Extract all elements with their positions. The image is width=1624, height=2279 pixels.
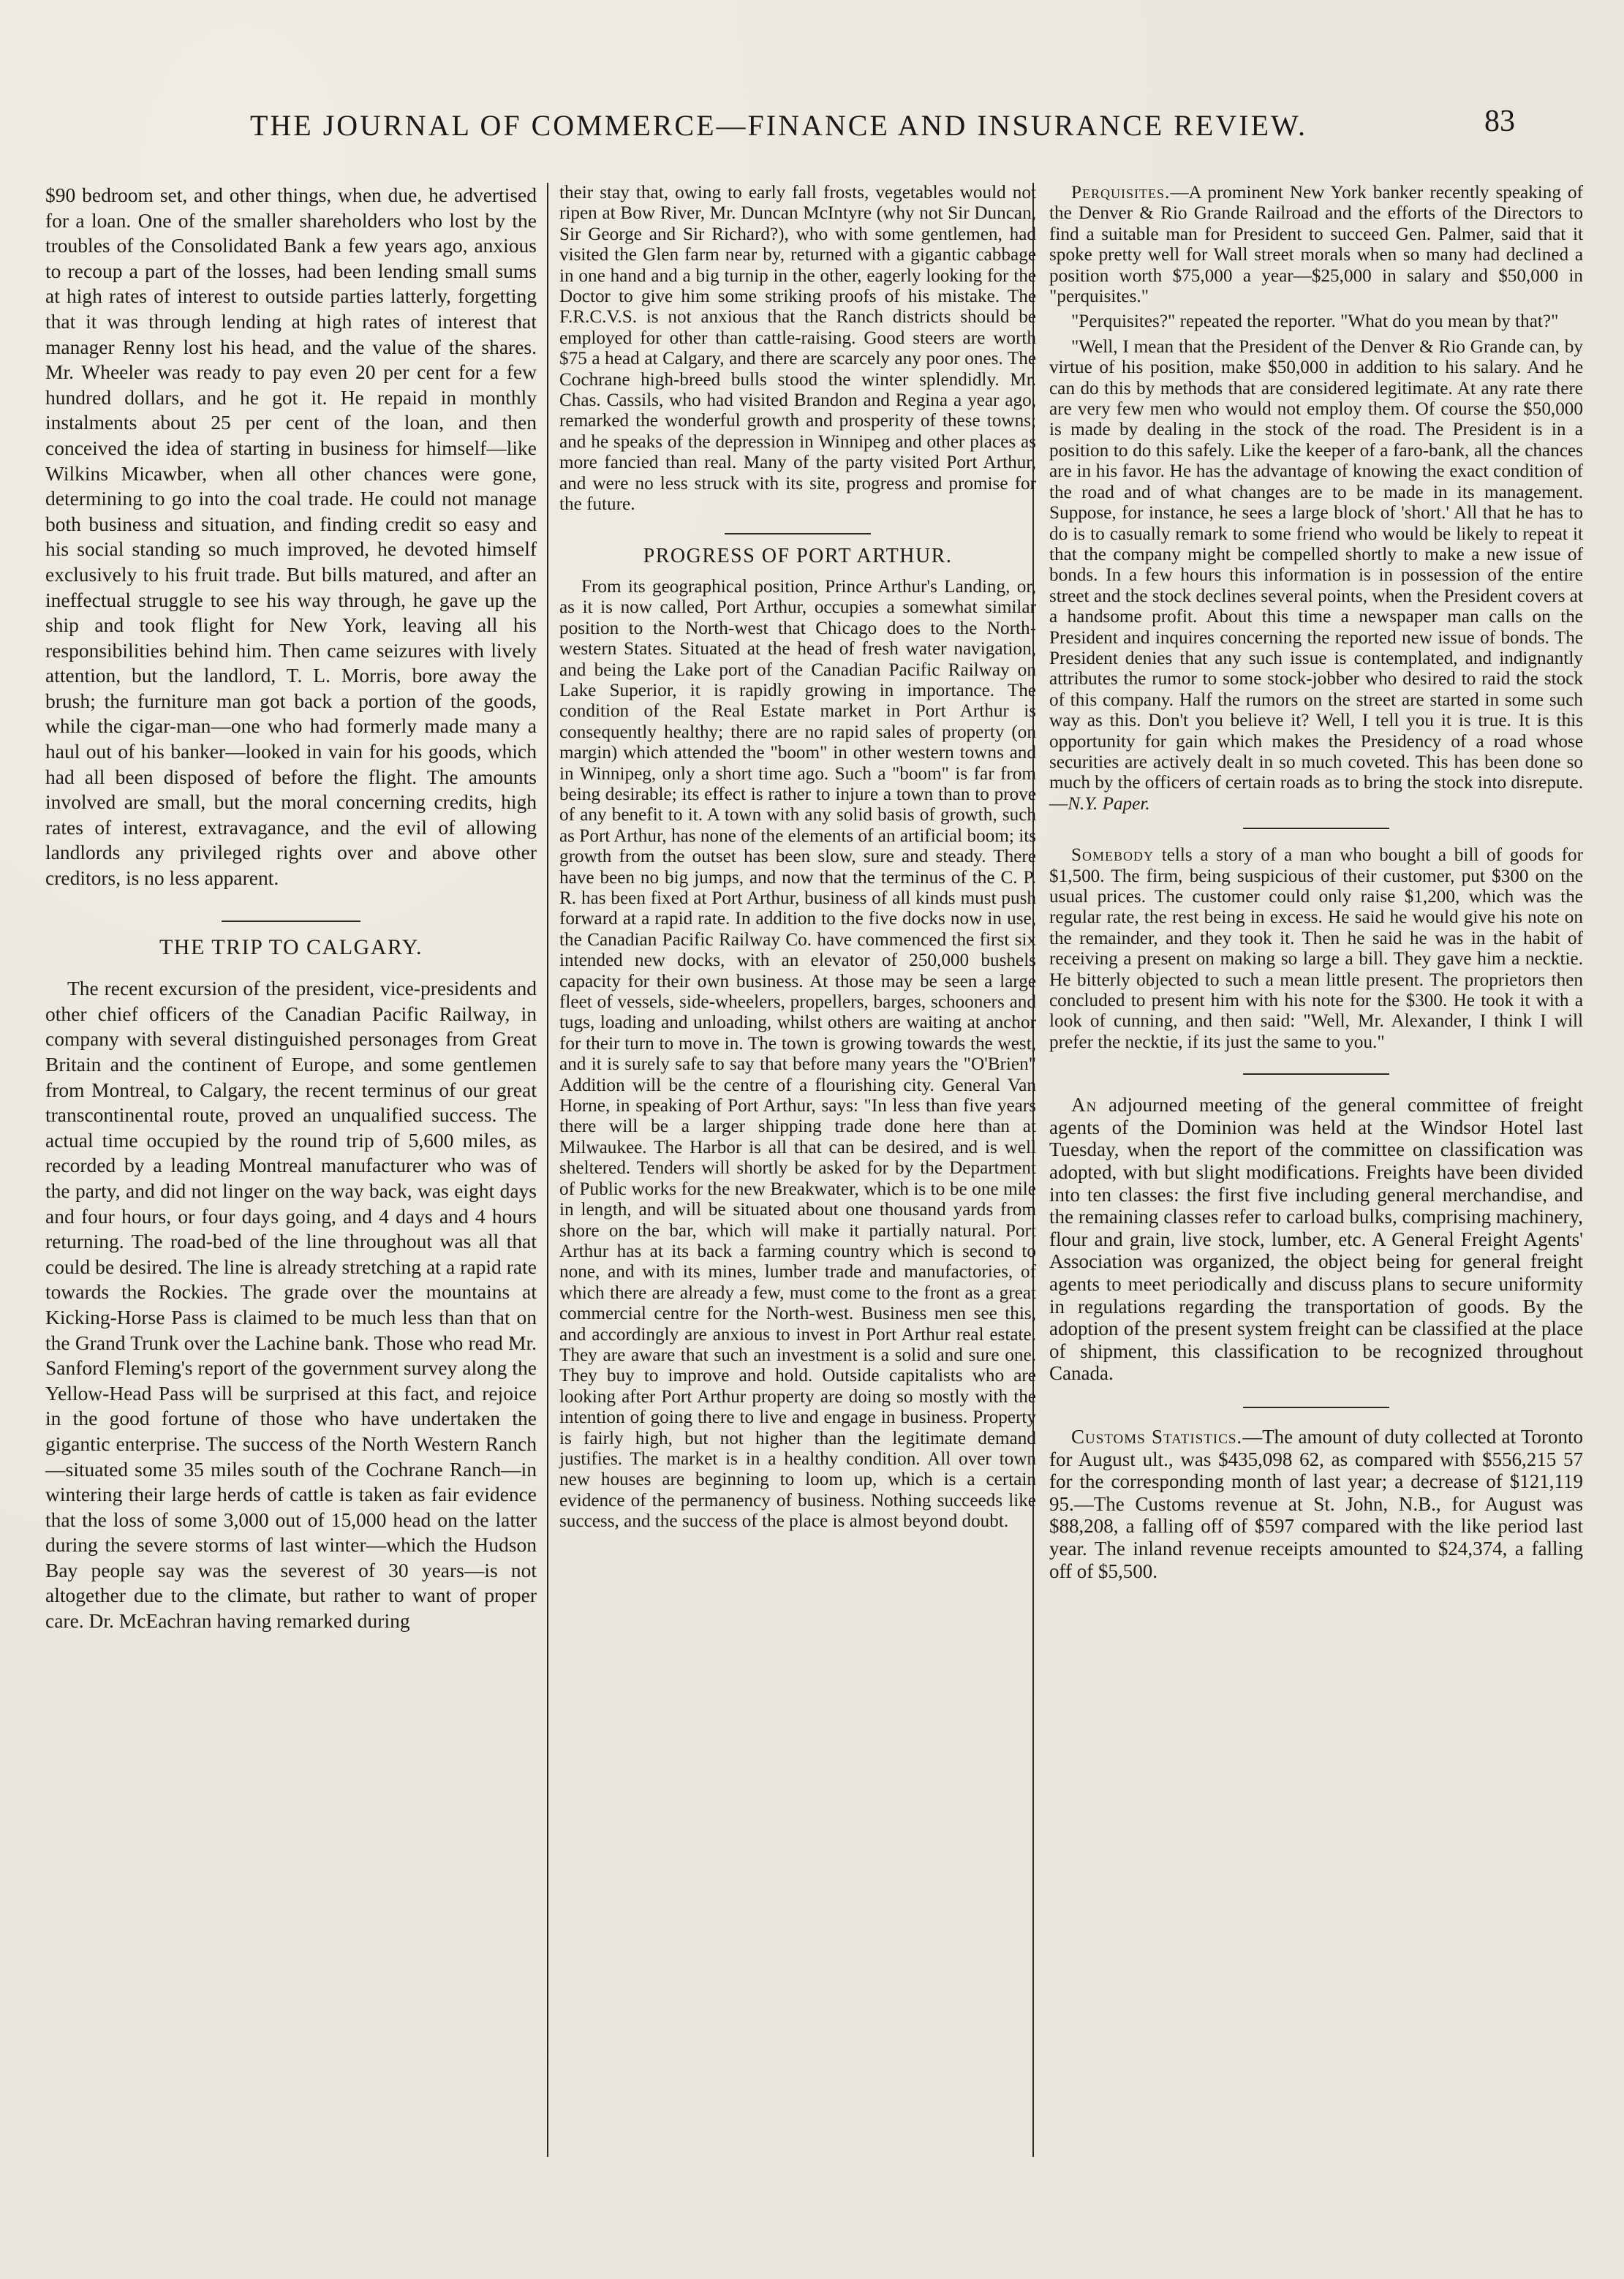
section-rule bbox=[1243, 828, 1389, 829]
item-perquisites bbox=[1049, 183, 1583, 307]
item-customs-lead: Customs Statistics. bbox=[1071, 1425, 1243, 1448]
item-customs-statistics bbox=[1049, 1426, 1583, 1582]
item-necktie-story bbox=[1049, 845, 1583, 1053]
heading-trip-to-calgary: THE TRIP TO CALGARY. bbox=[159, 934, 423, 959]
heading-progress-of-port-arthur: PROGRESS OF PORT ARTHUR. bbox=[643, 544, 953, 567]
column-divider-left bbox=[547, 183, 548, 2157]
item-perquisites-reply bbox=[1049, 337, 1583, 815]
section-rule bbox=[1243, 1073, 1389, 1075]
masthead-title: THE JOURNAL OF COMMERCE—FINANCE AND INSURANCE REVIEW. bbox=[249, 109, 1308, 142]
item-necktie-lead: Somebody bbox=[1071, 845, 1155, 866]
item-perquisites-source: N.Y. Paper. bbox=[1068, 793, 1150, 814]
section-rule bbox=[725, 533, 871, 534]
item-perquisites-dialogue: "Perquisites?" repeated the reporter. "What do you mean by that?" bbox=[1071, 311, 1559, 332]
column-1 bbox=[45, 183, 537, 1639]
item-customs-text: —The amount of duty collected at Toronto for August ult., was $435,098 62, as compared with $556,215 57 for the corresponding month of last year; a decrease of $121,119 95.—The Customs revenue at St. John, N.B., for August was $88,208, a falling off of $597 compared with the like period last year. The inland revenue receipts amounted to $24,374, a falling off of $5,500. bbox=[1049, 1425, 1583, 1582]
item-meeting-text: adjourned meeting of the general committee of freight agents of the Dominion was held at the Windsor Hotel last Tuesday, when the report of the committee on classification was adopted, with but slight modifications. Freights have been divided into ten classes: the first five including general merchandise, and the remaining classes refer to carload bulks, comprising machinery, flour and grain, live stock, lumber, etc. A General Freight Agents' Association was organized, the object being for general freight agents to meet periodically and discuss plans to secure uniformity in regulations regarding the transportation of goods. By the adoption of the present system freight can be classified at the place of shipment, this classification to be recognized throughout Canada. bbox=[1049, 1094, 1583, 1385]
column-2 bbox=[559, 183, 1036, 1537]
article-continuation-credit-story: $90 bedroom set, and other things, when due, he advertised for a loan. One of the smaller shareholders who lost by the troubles of the Consolidated Bank a few years ago, anxious to recoup a part of the losses, had been lending small sums at high rates of interest to outside parties latterly, forgetting that it was through lending at high rates of interest that manager Renny lost his head, and the value of the shares. Mr. Wheeler was ready to pay even 20 per cent for a few hundred dollars, and he got it. He repaid in monthly instalments about 25 per cent of the loan, and then conceived the idea of starting in business for himself—like Wilkins Micawber, when all other chances were gone, determining to go into the coal trade. He could not manage both business and situation, and finding credit so easy and his social standing so much improved, he devoted himself exclusively to his fruit trade. But bills matured, and after an ineffectual struggle to see his way through, he gave up the ship and took flight for New York, leaving all his responsibilities behind him. Then came seizures with lively attention, but the landlord, T. L. Morris, bore away the brush; the furniture man got back a portion of the goods, while the cigar-man—one who had formerly made many a haul out of his banker—looked in vain for his goods, which had all been disposed of before the flight. The amounts involved are small, but the moral concerning credits, high rates of interest, extravagance, and the evil of allowing landlords any privileged rights over and above other creditors, is no less apparent. bbox=[45, 184, 537, 890]
article-progress-of-port-arthur: From its geographical position, Prince Arthur's Landing, or, as it is now called, Port Arthur, occupies a somewhat similar position to the North-west that Chicago does to the North-western States. Situated at the head of fresh water navigation, and being the Lake port of the Canadian Pacific Railway on Lake Superior, it is rapidly growing in importance. The condition of the Real Estate market in Port Arthur is consequently healthy; there are no rapid sales of property (on margin) which attended the "boom" in other western towns and in Winnipeg, only a short time ago. Such a "boom" is far from being desirable; its effect is rather to injure a town than to prove of any benefit to it. A town with any solid basis of growth, such as Port Arthur, has none of the elements of an artificial boom; its growth from the outset has been slow, sure and steady. There have been no big jumps, and now that the terminus of the C. P. R. has been fixed at Port Arthur, business of all kinds must push forward at a rapid rate. In addition to the five docks now in use, the Canadian Pacific Railway Co. have commenced the first six intended new docks, with an elevator of 250,000 bushels capacity for their own business. At those may be seen a large fleet of vessels, side-wheelers, propellers, barges, schooners and tugs, loading and unloading, whilst others are waiting at anchor for their turn to move in. The town is growing towards the west, and it is surely safe to say that before many years the "O'Brien" Addition will be the centre of a flourishing city. General Van Horne, in speaking of Port Arthur, says: "In less than five years there will be a larger shipping trade done here than at Milwaukee. The Harbor is all that can be desired, and is well sheltered. Tenders will shortly be asked for by the Department of Public works for the new Breakwater, which is to be one mile in length, and will be situated about one thousand yards from shore on the bar, which will make it partially natural. Port Arthur has at its back a farming country which is second to none, and with its mines, lumber trade and manufactories, of which there are already a few, must come to the front as a great commercial centre for the North-west. Business men see this, and accordingly are anxious to invest in Port Arthur real estate. They are aware that such an investment is a solid and sure one. They buy to improve and hold. Outside capitalists who are looking after Port Arthur property are doing so mostly with the intention of going there to live and engage in business. Property is fairly high, but not higher than the legitimate demand justifies. The market is in a healthy condition. All over town new houses are beginning to loom up, which is a certain evidence of the permanency of business. Nothing succeeds like success, and the success of the place is almost beyond doubt. bbox=[559, 576, 1036, 1532]
page-number: 83 bbox=[1484, 105, 1515, 138]
item-perquisites-text: —A prominent New York banker recently speaking of the Denver & Rio Grande Railroad and the efforts of the Directors to find a suitable man for President to succeed Gen. Palmer, said that it spoke pretty well for Wall street morals when so many had declined a position worth $75,000 a year—$25,000 in salary and $50,000 in "perquisites." bbox=[1049, 183, 1583, 307]
section-rule bbox=[1243, 1407, 1389, 1408]
article-trip-to-calgary: The recent excursion of the president, vice-presidents and other chief officers of the Canadian Pacific Railway, in company with several distinguished personages from Great Britain and the continent of Europe, and some gentlemen from Montreal, to Calgary, the recent terminus of our great transcontinental route, proved an unqualified success. The actual time occupied by the round trip of 5,600 miles, as recorded by a leading Montreal manufacturer who was of the party, and did not linger on the way back, was eight days and four hours, or four days going, and 4 days and 4 hours returning. The road-bed of the line throughout was all that could be desired. The line is already stretching at a rapid rate towards the Rockies. The grade over the mountains at Kicking-Horse Pass is claimed to be much less than that on the Grand Trunk over the Lachine bank. Those who read Mr. Sanford Fleming's report of the government survey along the Yellow-Head Pass will be surprised at this fact, and rejoice in the good fortune of those who have undertaken the gigantic enterprise. The success of the North Western Ranch—situated some 35 miles south of the Cochrane Ranch—in wintering their large herds of cattle is taken as fair evidence that the loss of some 3,000 out of 15,000 head on the latter during the severe storms of last winter—which the Hudson Bay people say was the severest of 30 years—is not altogether due to the climate, but rather to want of proper care. Dr. McEachran having remarked during bbox=[45, 977, 537, 1633]
section-rule bbox=[222, 921, 360, 922]
item-perquisites-lead: Perquisites. bbox=[1071, 183, 1171, 203]
item-freight-agents-meeting bbox=[1049, 1094, 1583, 1385]
item-necktie-text: tells a story of a man who bought a bill of goods for $1,500. The firm, being suspicious of their customer, put $300 on the usual prices. The customer could only raise $1,200, which was the regular rate, the rest being in excess. He said he would give his note on the remainder, and they took it. Then he said he was in the habit of receiving a present on making so large a bill. They gave him a necktie. He bitterly objected to such a mean little present. The proprietors then concluded to present him with his note for the $300. He took it with a look of cunning, and then said: "Well, Mr. Alexander, I think I will prefer the necktie, if its just the same to you." bbox=[1049, 845, 1583, 1052]
item-meeting-lead: An bbox=[1071, 1094, 1098, 1116]
column-3 bbox=[1049, 183, 1583, 1587]
article-continuation-calgary: their stay that, owing to early fall frosts, vegetables would not ripen at Bow River, Mr. Duncan McIntyre (why not Sir Duncan, Sir George and Sir Richard?), who with some gentlemen, had visited the Glen farm near by, returned with a gigantic cabbage in one hand and a big turnip in the other, eagerly looking for the Doctor to give him some striking proofs of his mistake. The F.R.C.V.S. is not anxious that the Ranch districts should be employed for other than cattle-raising. Good steers are worth $75 a head at Calgary, and there are scarcely any poor ones. The Cochrane high-breed bulls stood the winter splendidly. Mr. Chas. Cassils, who had visited Brandon and Regina a year ago, remarked the wonderful growth and prosperity of these towns; and he speaks of the depression in Winnipeg and other places as more fancied than real. Many of the party visited Port Arthur, and were no less struck with its site, progress and promise for the future. bbox=[559, 183, 1036, 515]
item-perquisites-reply-text: "Well, I mean that the President of the Denver & Rio Grande can, by virtue of his position, make $50,000 in addition to his salary. And he can do this by methods that are considered legitimate. At any rate there are very few men who would not employ them. Of course the $50,000 is made by dealing in the stock of the road. The President is in a position to do this safely. Like the keeper of a faro-bank, all the chances are in his favor. He has the advantage of knowing the exact condition of the road and of what changes are to be made in its management. Suppose, for instance, he sees a large block of 'short.' All that he has to do is to casually remark to some friend who would be likely to repeat it that the company might be compelled shortly to make a new issue of bonds. In a few hours this information is in possession of the entire street and the stock declines several points, when the President covers at a handsome profit. About this time a newspaper man calls on the President and inquires concerning the reported new issue of bonds. The President denies that any such issue is contemplated, and indignantly attributes the rumor to some stock-jobber who desired to raid the stock of this company. Half the rumors on the street are started in some such way as this. Don't you believe it? Well, I tell you it is true. It is this opportunity for gain which makes the Presidency of a road whose securities are actively dealt in so much coveted. This has been done so much by the officers of certain roads as to bring the stock into disrepute.— bbox=[1049, 336, 1583, 814]
